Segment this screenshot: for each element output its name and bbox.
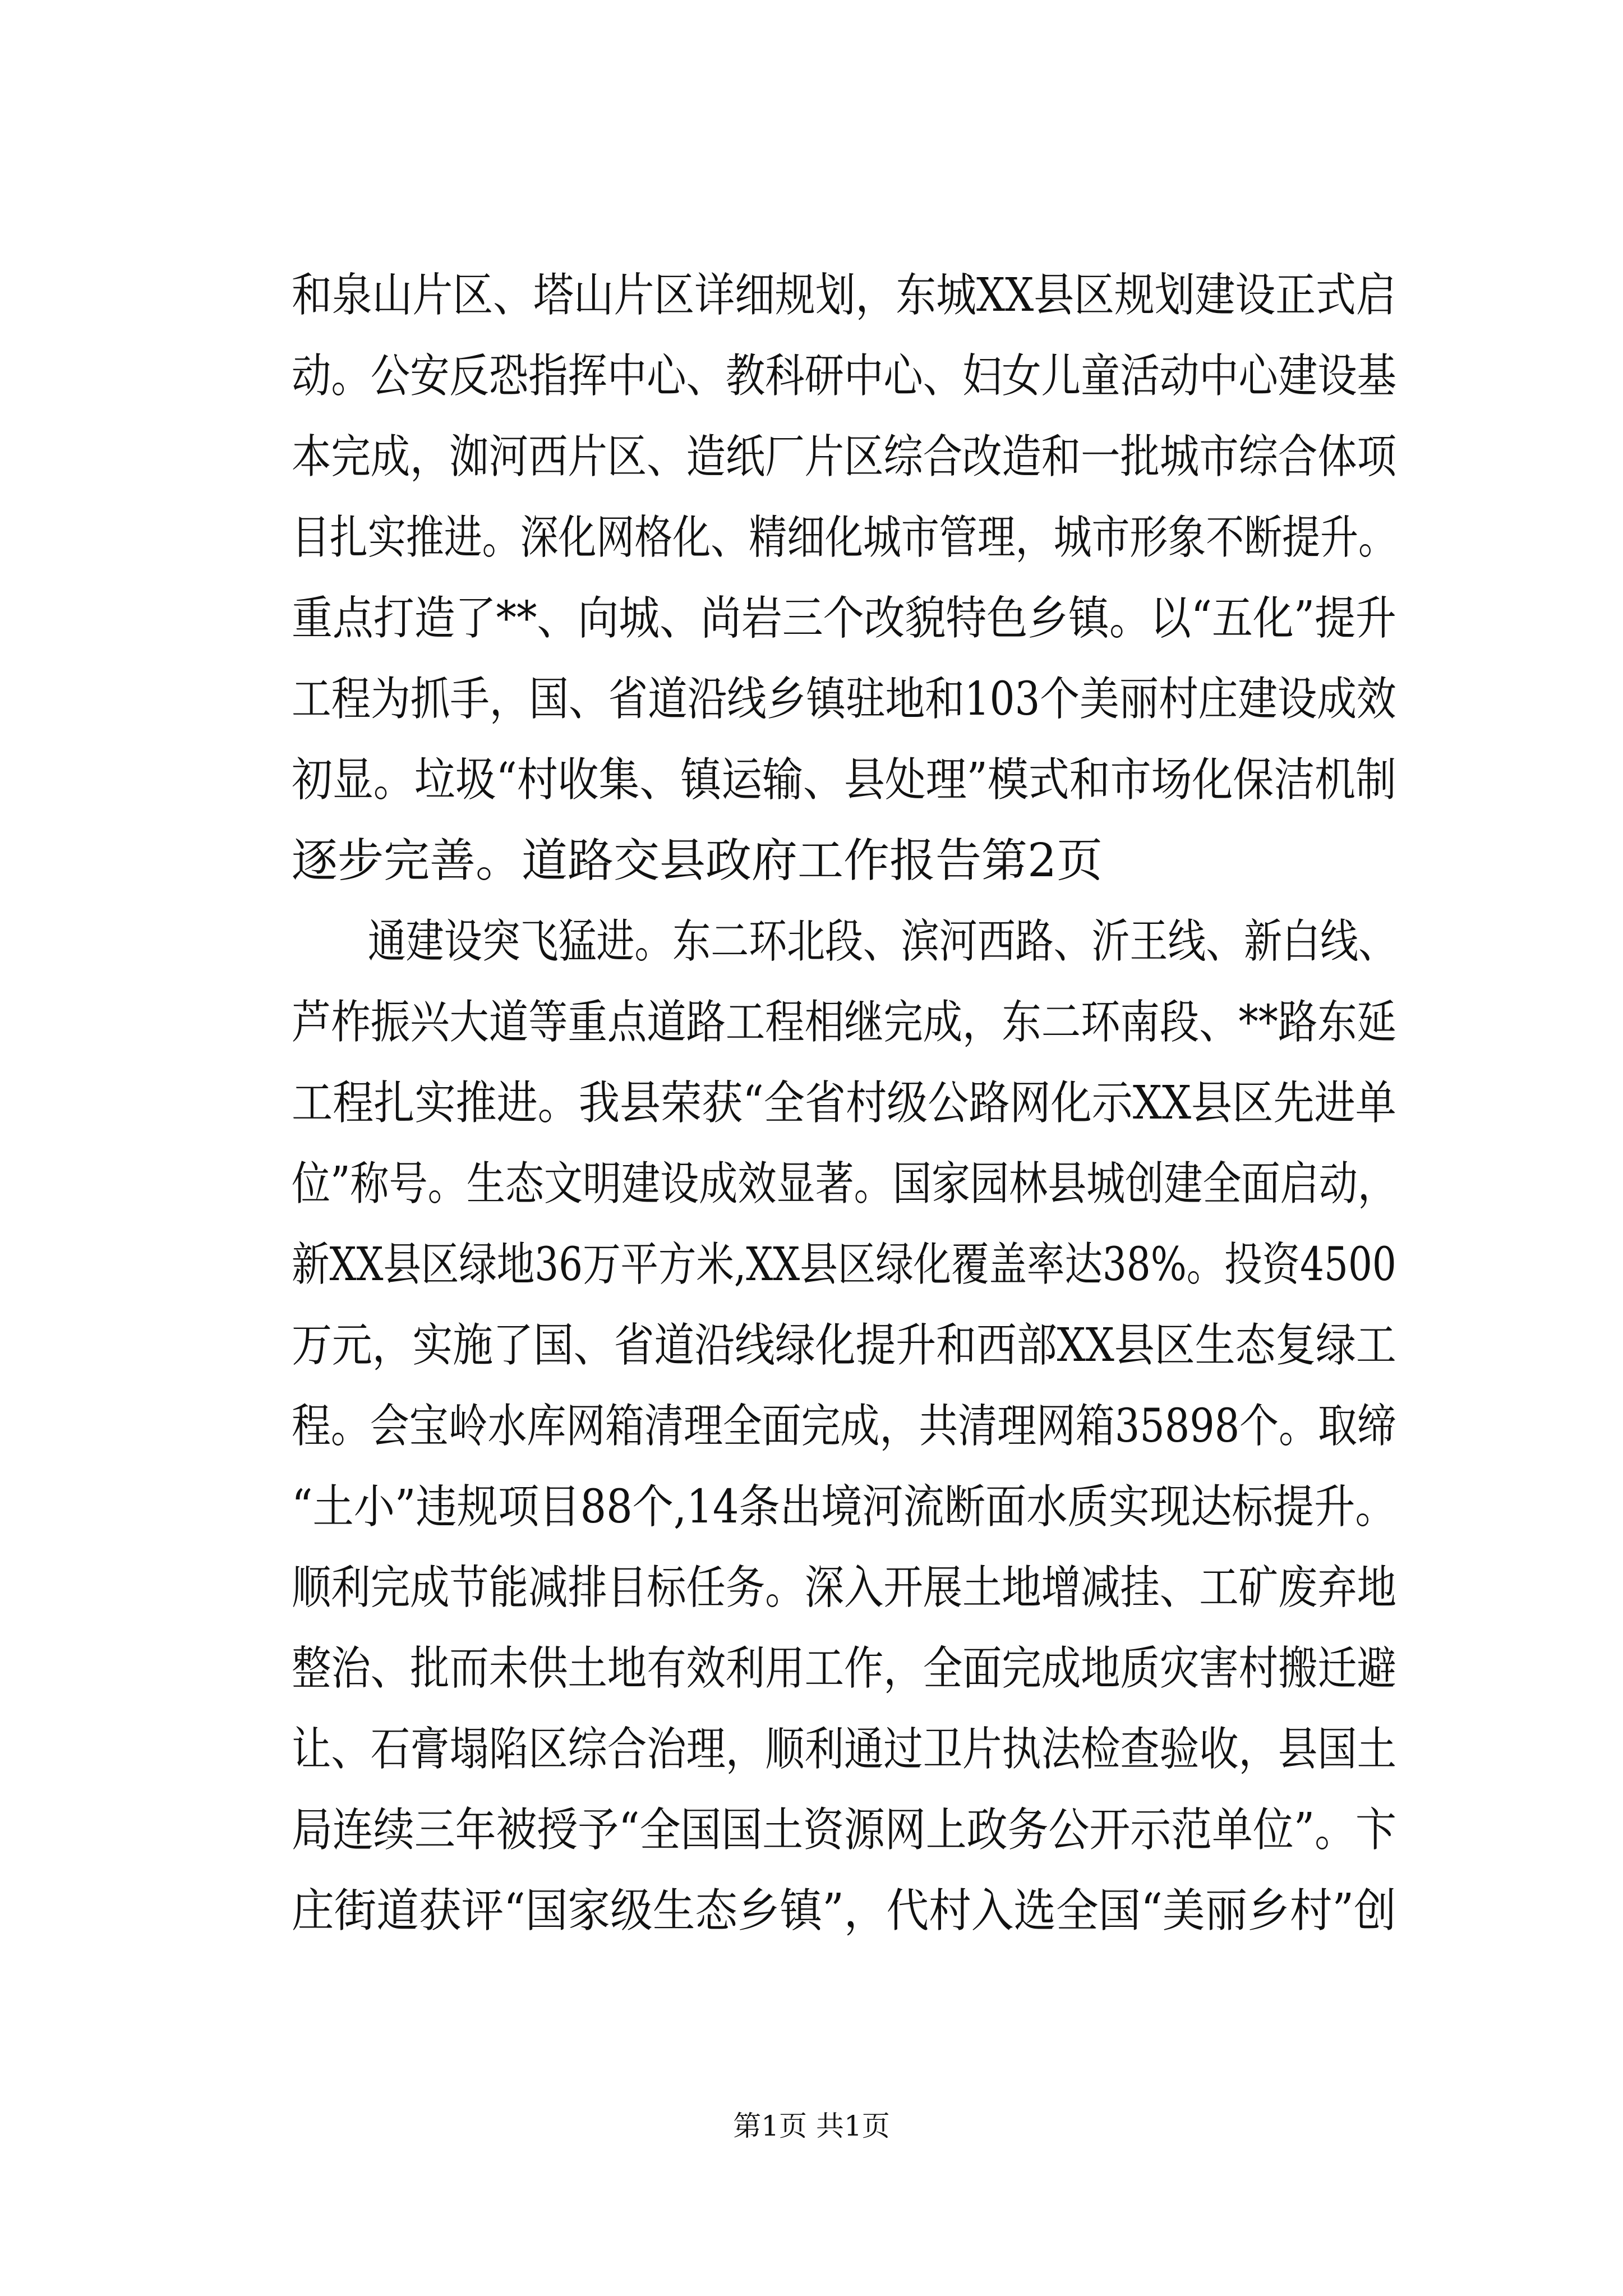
- page-footer: [0, 2109, 1623, 2143]
- text-line: 重点打造了**、向城、尚岩三个改貌特色乡镇。以“五化”提升: [292, 592, 1396, 645]
- text-line: 让、石膏塌陷区综合治理，顺利通过卫片执法检查验收，县国土: [292, 1723, 1396, 1776]
- text-line: “土小”违规项目88个,14条出境河流断面水质实现达标提升。: [292, 1480, 1396, 1534]
- text-line: 初显。垃圾“村收集、镇运输、县处理”模式和市场化保洁机制: [292, 753, 1396, 807]
- text-line: 工程为抓手，国、省道沿线乡镇驻地和103个美丽村庄建设成效: [292, 673, 1396, 726]
- body-text: [292, 255, 1396, 1952]
- page-number-label: 第1页 共1页: [733, 2110, 890, 2142]
- text-line: 目扎实推进。深化网格化、精细化城市管理，城市形象不断提升。: [292, 511, 1396, 564]
- text-line: 新XX县区绿地36万平方米,XX县区绿化覆盖率达38%。投资4500: [292, 1238, 1396, 1291]
- text-line: 通建设突飞猛进。东二环北段、滨河西路、沂王线、新白线、: [292, 915, 1396, 968]
- text-line: 庄街道获评“国家级生态乡镇”，代村入选全国“美丽乡村”创: [292, 1884, 1396, 1938]
- text-line: 位”称号。生态文明建设成效显著。国家园林县城创建全面启动，: [292, 1157, 1396, 1211]
- text-line: 整治、批而未供土地有效利用工作，全面完成地质灾害村搬迁避: [292, 1642, 1396, 1695]
- text-line: 万元，实施了国、省道沿线绿化提升和西部XX县区生态复绿工: [292, 1319, 1396, 1372]
- text-line: 顺利完成节能减排目标任务。深入开展土地增减挂、工矿废弃地: [292, 1561, 1396, 1614]
- text-line: 局连续三年被授予“全国国土资源网上政务公开示范单位”。卞: [292, 1803, 1396, 1857]
- text-line: 动。公安反恐指挥中心、教科研中心、妇女儿童活动中心建设基: [292, 349, 1396, 403]
- text-line: 和泉山片区、塔山片区详细规划，东城XX县区规划建设正式启: [292, 269, 1396, 322]
- text-line: 程。会宝岭水库网箱清理全面完成，共清理网箱35898个。取缔: [292, 1400, 1396, 1453]
- text-line: 芦柞振兴大道等重点道路工程相继完成，东二环南段、**路东延: [292, 996, 1396, 1049]
- text-line: 工程扎实推进。我县荣获“全省村级公路网化示XX县区先进单: [292, 1076, 1396, 1130]
- text-line: 本完成，洳河西片区、造纸厂片区综合改造和一批城市综合体项: [292, 430, 1396, 484]
- text-line: 逐步完善。道路交县政府工作报告第2页: [292, 834, 1103, 887]
